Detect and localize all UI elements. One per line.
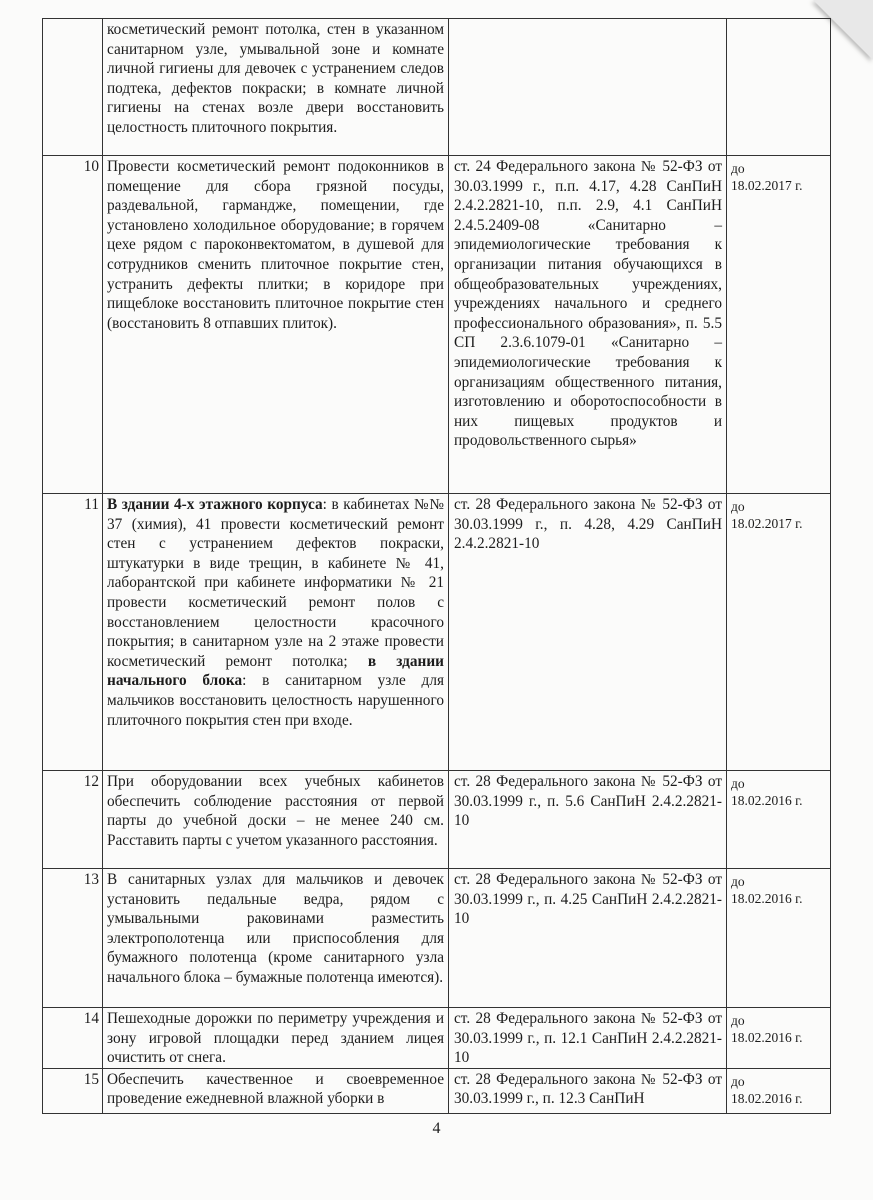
requirement-description [103,494,449,771]
table-row [43,771,831,869]
deadline [727,869,831,1008]
legal-basis: ст. 28 Федерального закона № 52-ФЗ от 30.03.1999 г., п. 12.1 СанПиН 2.4.2.2821-10 [449,1008,727,1069]
row-number: 10 [43,156,103,494]
deadline [727,771,831,869]
deadline-date: 18.02.2017 г. [731,516,803,531]
text-segment: Пешеходные дорожки по периметру учреждения и зону игровой площадки перед зданием лицея очистить от снега. [107,1010,444,1067]
requirement-description [103,771,449,869]
row-number: 15 [43,1068,103,1113]
legal-basis: ст. 24 Федерального закона № 52-ФЗ от 30.03.1999 г., п.п. 4.17, 4.28 СанПиН 2.4.2.2821-10, п.п. 2.9, 4.1 СанПиН 2.4.5.2409-08 «Санитарно – эпидемиологические требования к организации питания обучающихся в общеобразовательных учреждениях, учреждениях начального и среднего профессионального образования», п. 5.5 СП 2.3.6.1079-01 «Санитарно – эпидемиологические требования к организациям общественного питания, изготовлению и оборотоспособности в них пищевых продуктов и продовольственного сырья» [449,156,727,494]
legal-basis [449,19,727,156]
deadline-date: 18.02.2016 г. [731,891,803,906]
text-segment: : в санитарном узле для мальчиков восстановить целостность нарушенного плиточного покрытия стен при входе. [107,672,444,729]
row-number [43,19,103,156]
row-number: 11 [43,494,103,771]
text-segment: косметический ремонт потолка, стен в указанном санитарном узле, умывальной зоне и комнате личной гигиены для девочек с устранением следов подтека, дефектов покраски; в комнате личной гигиены на стенах возле двери восстановить целостность плиточного покрытия. [107,21,444,136]
deadline-prefix: до [731,499,745,514]
deadline [727,156,831,494]
deadline-date: 18.02.2016 г. [731,1030,803,1045]
text-segment: : в кабинетах №№ 37 (химия), 41 провести косметический ремонт стен с устранением дефектов покраски, штукатурки в виде трещин, в кабинете № 41, лаборантской при кабинете информатики № 21 провести косметический ремонт полов с восстановлением целостности красочного покрытия; в санитарном узле на 2 этаже провести косметический ремонт потолка; [107,496,444,670]
requirement-description [103,19,449,156]
text-segment: Провести косметический ремонт подоконников в помещение для сбора грязной посуды, раздевальной, гармандже, помещении, где установлено холодильное оборудование; в горячем цехе рядом с пароконвектоматом, в душевой для сотрудников сменить плиточное покрытие стен, устранить дефекты плитки; в коридоре при пищеблоке восстановить плиточное покрытие стен (восстановить 8 отпавших плиток). [107,158,444,332]
table-row [43,494,831,771]
deadline-prefix: до [731,161,745,176]
table-row [43,19,831,156]
deadline [727,1008,831,1069]
legal-basis: ст. 28 Федерального закона № 52-ФЗ от 30.03.1999 г., п. 5.6 СанПиН 2.4.2.2821-10 [449,771,727,869]
text-segment: Обеспечить качественное и своевременное проведение ежедневной влажной уборки в [107,1070,444,1108]
table-row [43,1008,831,1069]
deadline-prefix: до [731,776,745,791]
legal-basis: ст. 28 Федерального закона № 52-ФЗ от 30.03.1999 г., п. 12.3 СанПиН [449,1068,727,1113]
requirement-description [103,869,449,1008]
table-row [43,1068,831,1113]
table-row [43,156,831,494]
deadline-prefix: до [731,1013,745,1028]
row-number: 12 [43,771,103,869]
deadline-prefix: до [731,874,745,889]
deadline-date: 18.02.2017 г. [731,178,803,193]
page-number: 4 [432,1120,441,1137]
deadline-date: 18.02.2016 г. [731,793,803,808]
deadline [727,19,831,156]
text-segment: В санитарных узлах для мальчиков и девочек установить педальные ведра, рядом с умывальными раковинами разместить электрополотенца или приспособления для бумажного полотенца (кроме санитарного узла начального блока – бумажные полотенца имеются). [107,871,444,986]
deadline [727,1068,831,1113]
deadline-date: 18.02.2016 г. [731,1090,803,1106]
deadline [727,494,831,771]
row-number: 13 [43,869,103,1008]
requirement-description [103,156,449,494]
legal-basis: ст. 28 Федерального закона № 52-ФЗ от 30.03.1999 г., п. 4.28, 4.29 СанПиН 2.4.2.2821-10 [449,494,727,771]
bold-segment: В здании 4-х этажного корпуса [107,496,323,513]
bold-segment: в здании начального блока [107,652,444,690]
text-segment: При оборудовании всех учебных кабинетов обеспечить соблюдение расстояния от первой парты до учебной доски – не менее 240 см. Расставить парты с учетом указанного расстояния. [107,773,444,849]
deadline-prefix: до [731,1073,745,1089]
requirements-table [42,18,831,1114]
requirement-description [103,1068,449,1113]
table-row [43,869,831,1008]
row-number: 14 [43,1008,103,1069]
requirement-description [103,1008,449,1069]
legal-basis: ст. 28 Федерального закона № 52-ФЗ от 30.03.1999 г., п. 4.25 СанПиН 2.4.2.2821-10 [449,869,727,1008]
